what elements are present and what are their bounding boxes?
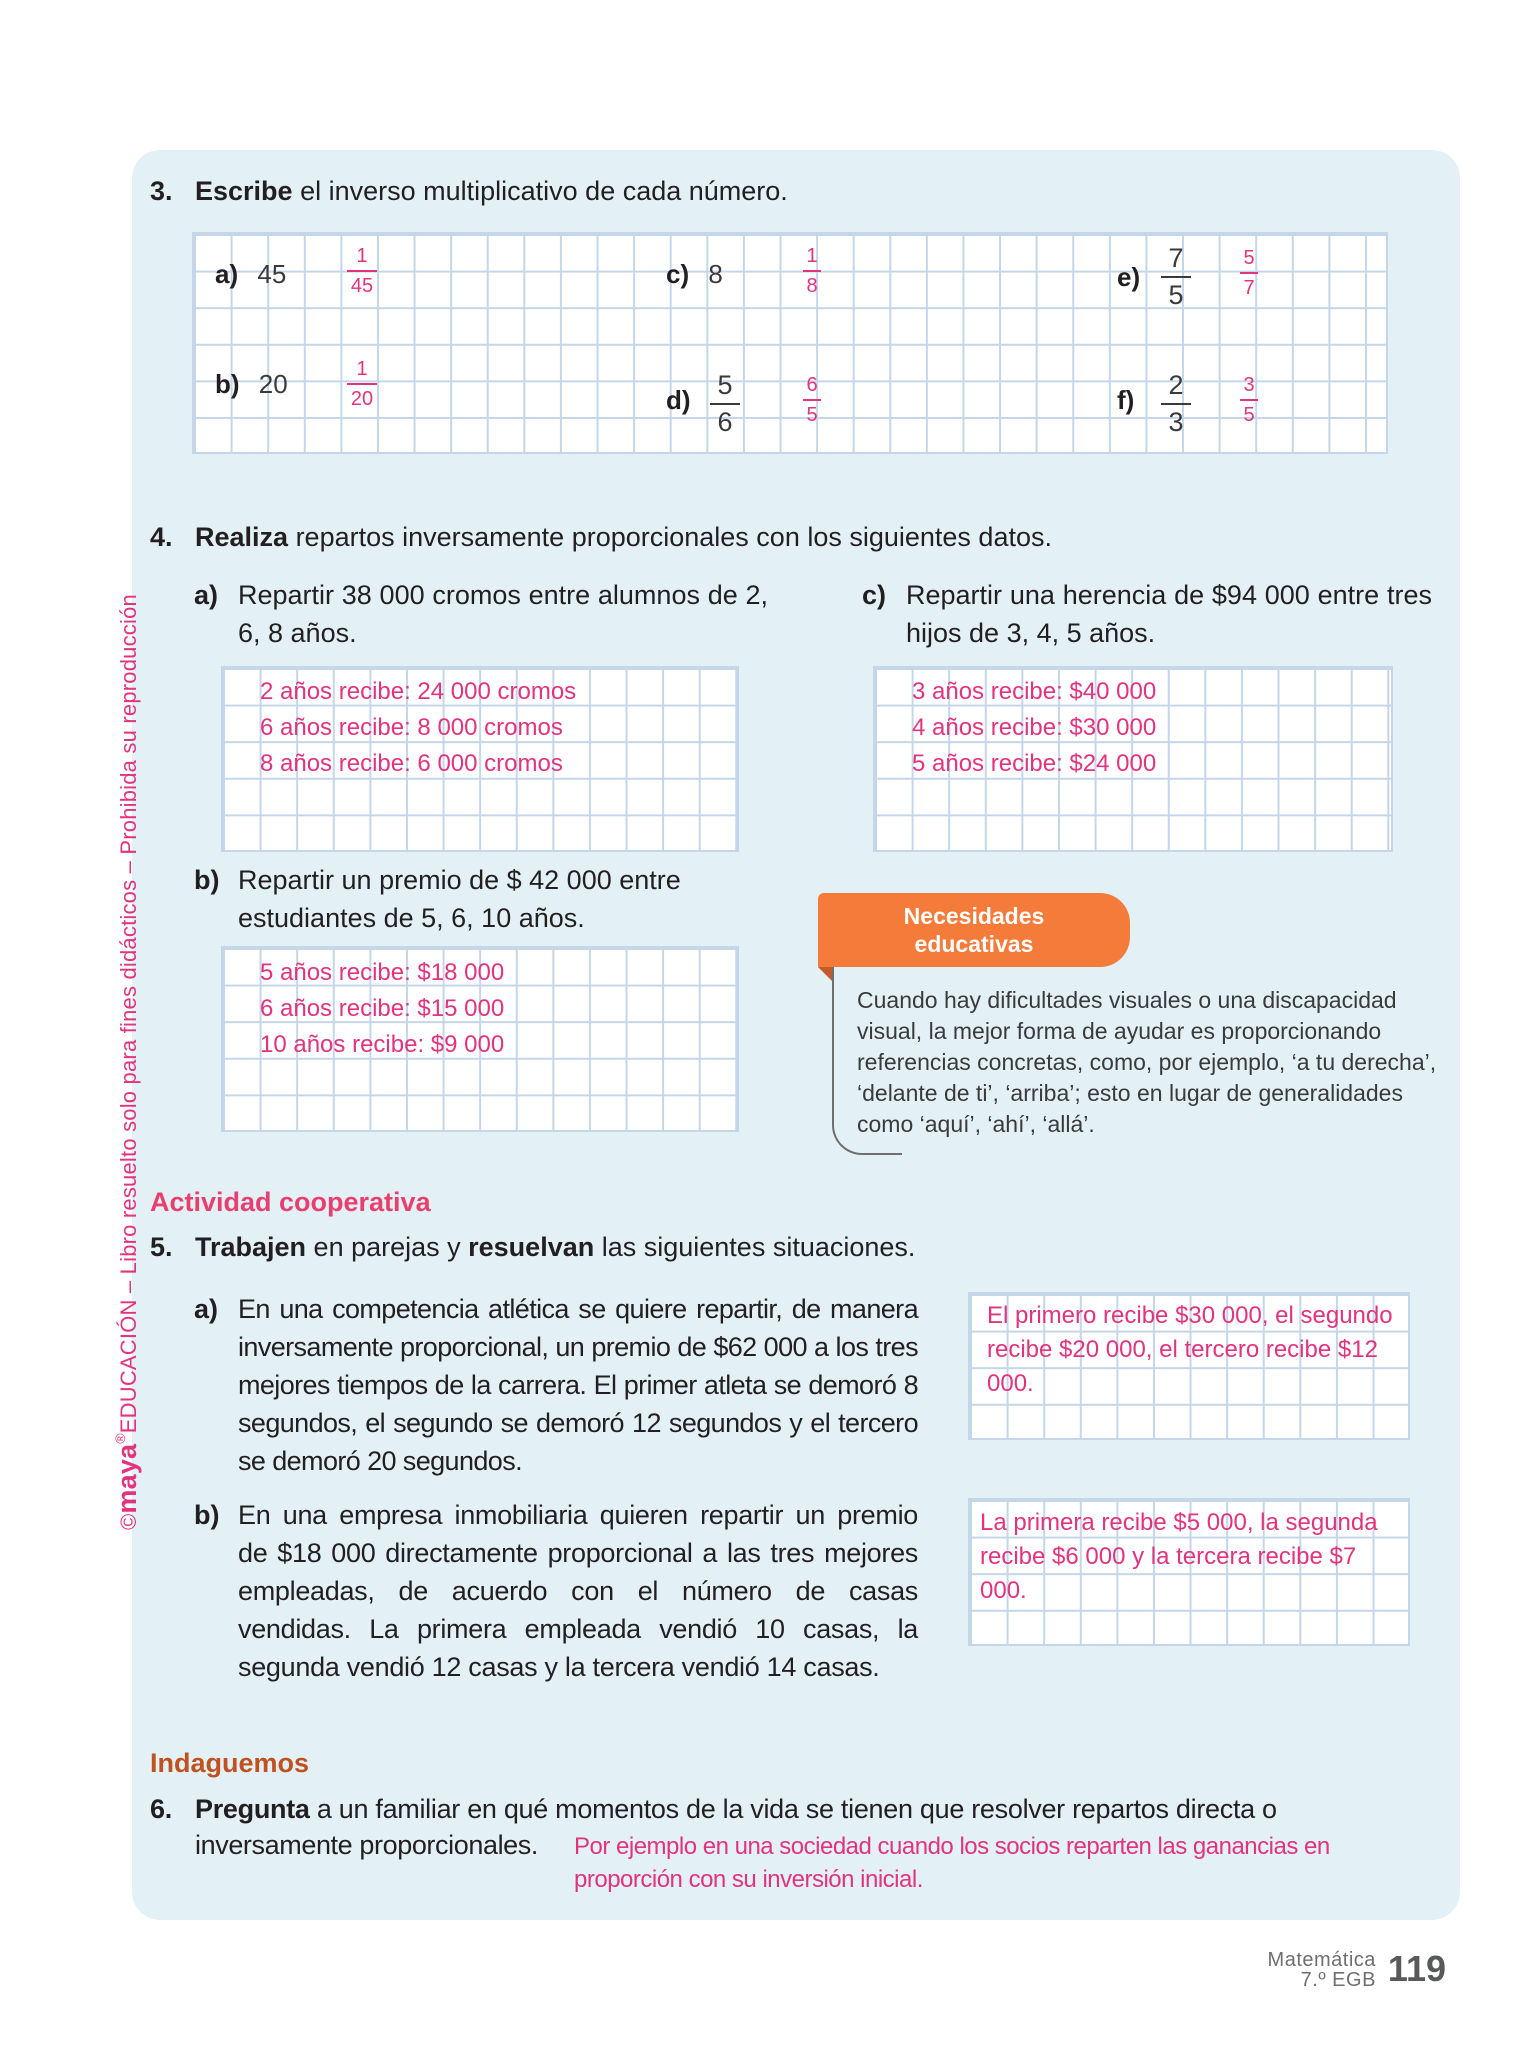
given-number: 45	[257, 259, 287, 289]
item-text: En una competencia atlética se quiere repartir, de manera inversamente proporcional, un premio de $62 000 a los tres mejores tiempos de la carrera. El primer atleta se demoró 8 segundos, el segundo se demoró 12 segundos y el tercero se demoró 20 segundos.	[238, 1294, 918, 1476]
given-numerator: 7	[1168, 243, 1184, 273]
q3-answer-b	[347, 359, 377, 409]
question-3-title	[150, 176, 788, 207]
item-label: d)	[666, 385, 691, 415]
q3-answer-a	[347, 246, 377, 296]
item-label: c)	[666, 259, 690, 289]
brand-logo: maya	[112, 1443, 142, 1514]
item-label: a)	[194, 580, 219, 610]
callout-title-line2: educativas	[914, 931, 1034, 957]
question-text: el inverso multiplicativo de cada número.	[292, 176, 788, 206]
q3-given-d	[710, 372, 740, 436]
item-label: b)	[194, 1500, 220, 1530]
q3-item-e	[1117, 262, 1140, 293]
answer-line: 5 años recibe: $18 000	[260, 959, 505, 986]
copyright-text	[112, 594, 143, 1530]
item-label: c)	[862, 580, 887, 610]
item-label: e)	[1117, 262, 1141, 292]
question-4-title	[150, 522, 1052, 553]
question-verb: Trabajen	[195, 1232, 307, 1262]
question-text: repartos inversamente proporcionales con los siguientes datos.	[288, 522, 1052, 552]
question-verb: Pregunta	[195, 1794, 310, 1824]
q3-item-a	[215, 259, 286, 290]
item-text: Repartir 38 000 cromos entre alumnos de 2, 6, 8 años.	[238, 580, 768, 648]
given-denominator: 3	[1168, 407, 1184, 437]
q3-answer-f	[1240, 375, 1258, 425]
callout-title-line1: Necesidades	[903, 903, 1045, 929]
answer-numerator: 5	[1243, 247, 1255, 269]
grade-label: 7.º EGB	[1300, 1969, 1376, 1991]
item-label: b)	[194, 865, 220, 895]
copyright-symbol: ©	[116, 1513, 141, 1530]
answer-line: 10 años recibe: $9 000	[260, 1031, 505, 1058]
section-heading-cooperativa: Actividad cooperativa	[150, 1187, 431, 1217]
copyright-notice: EDUCACIÓN – Libro resuelto solo para fines didácticos – Prohibida su reproducción	[116, 594, 141, 1434]
q4-item-c	[862, 576, 1432, 656]
q3-answer-c	[803, 246, 821, 296]
page-footer	[1268, 1950, 1446, 1990]
q3-item-b	[215, 369, 288, 400]
answer-numerator: 3	[1243, 374, 1255, 396]
question-number: 4.	[150, 522, 173, 552]
item-label: a)	[194, 1294, 219, 1324]
question-text: en parejas y	[306, 1232, 469, 1262]
question-verb: resuelvan	[468, 1232, 595, 1262]
question-text: las siguientes situaciones.	[594, 1232, 916, 1262]
q6-answer-line1: Por ejemplo en una sociedad cuando los socios reparten las ganancias en	[574, 1833, 1330, 1860]
q3-item-c	[666, 259, 723, 290]
question-text-line2: inversamente proporcionales.	[195, 1830, 538, 1860]
answer-denominator: 7	[1243, 277, 1255, 299]
q5-item-a	[194, 1290, 924, 1490]
item-label: a)	[215, 259, 239, 289]
question-number: 3.	[150, 176, 173, 206]
answer-numerator: 1	[356, 358, 368, 380]
q3-given-f	[1161, 372, 1191, 436]
q4-item-a	[194, 576, 774, 656]
given-number: 8	[708, 259, 723, 289]
registered-symbol: ®	[112, 1433, 128, 1444]
answer-denominator: 5	[806, 404, 818, 426]
answer-denominator: 8	[806, 275, 818, 297]
item-label: b)	[215, 369, 240, 399]
page-number: 119	[1387, 1948, 1446, 1989]
item-text: Repartir un premio de $ 42 000 entre estudiantes de 5, 6, 10 años.	[238, 865, 681, 933]
answer-numerator: 1	[356, 245, 368, 267]
given-numerator: 2	[1168, 370, 1184, 400]
q3-answer-e	[1240, 248, 1258, 298]
answer-line: 6 años recibe: 8 000 cromos	[260, 714, 563, 741]
callout-header	[818, 893, 1130, 967]
question-number: 6.	[150, 1794, 172, 1824]
answer-line: 3 años recibe: $40 000	[912, 678, 1157, 705]
section-heading-indaguemos: Indaguemos	[150, 1748, 310, 1778]
callout-body-text: Cuando hay dificultades visuales o una discapacidad visual, la mejor forma de ayudar es proporcionando referencias concretas, como, por ejemplo, ‘a tu derecha’, ‘delante de ti’, ‘arriba’; esto en lugar de generalidades como ‘aquí’, ‘ahí’, ‘allá’.	[857, 987, 1437, 1137]
question-text: a un familiar en qué momentos de la vida se tienen que resolver repartos directa o	[309, 1794, 1277, 1824]
answer-numerator: 1	[806, 245, 818, 267]
q5b-answer-text: La primera recibe $5 000, la segunda recibe $6 000 y la tercera recibe $7 000.	[980, 1509, 1378, 1604]
footer-subject	[1268, 1950, 1376, 1990]
given-denominator: 6	[717, 407, 733, 437]
item-text: Repartir una herencia de $94 000 entre tres hijos de 3, 4, 5 años.	[906, 580, 1432, 648]
answer-line: 5 años recibe: $24 000	[912, 750, 1157, 777]
q4c-answers	[912, 674, 1156, 782]
answer-denominator: 5	[1243, 404, 1255, 426]
answer-line: 8 años recibe: 6 000 cromos	[260, 750, 563, 777]
question-6-title	[150, 1794, 1277, 1825]
question-number: 5.	[150, 1232, 173, 1262]
q4a-answers	[260, 674, 576, 782]
q3-given-e	[1161, 245, 1191, 309]
answer-line: 6 años recibe: $15 000	[260, 995, 505, 1022]
given-denominator: 5	[1168, 280, 1184, 310]
question-verb: Realiza	[195, 522, 289, 552]
q3-item-f	[1117, 385, 1134, 416]
q3-item-d	[666, 385, 691, 416]
q4b-answers	[260, 955, 504, 1063]
answer-denominator: 45	[350, 275, 374, 297]
given-number: 20	[258, 369, 288, 399]
answer-numerator: 6	[806, 374, 818, 396]
copyright-sidebar	[92, 540, 142, 1530]
q4-item-b	[194, 861, 774, 941]
question-5-title	[150, 1232, 915, 1263]
question-verb: Escribe	[195, 176, 293, 206]
q5-item-b	[194, 1496, 924, 1696]
given-numerator: 5	[717, 370, 733, 400]
subject-name: Matemática	[1267, 1949, 1376, 1971]
q6-answer-line2: proporción con su inversión inicial.	[574, 1866, 923, 1893]
answer-line: 2 años recibe: 24 000 cromos	[260, 678, 577, 705]
answer-denominator: 20	[350, 388, 374, 410]
q5a-answer-text: El primero recibe $30 000, el segundo recibe $20 000, el tercero recibe $12 000.	[987, 1302, 1393, 1397]
answer-line: 4 años recibe: $30 000	[912, 714, 1157, 741]
item-text: En una empresa inmobiliaria quieren repartir un premio de $18 000 directamente proporcional a las tres mejores empleadas, de acuerdo con el número de casas vendidas. La primera empleada vendió 10 casas, la segunda vendió 12 casas y la tercera vendió 14 casas.	[238, 1500, 918, 1682]
q3-answer-d	[803, 375, 821, 425]
item-label: f)	[1117, 385, 1135, 415]
